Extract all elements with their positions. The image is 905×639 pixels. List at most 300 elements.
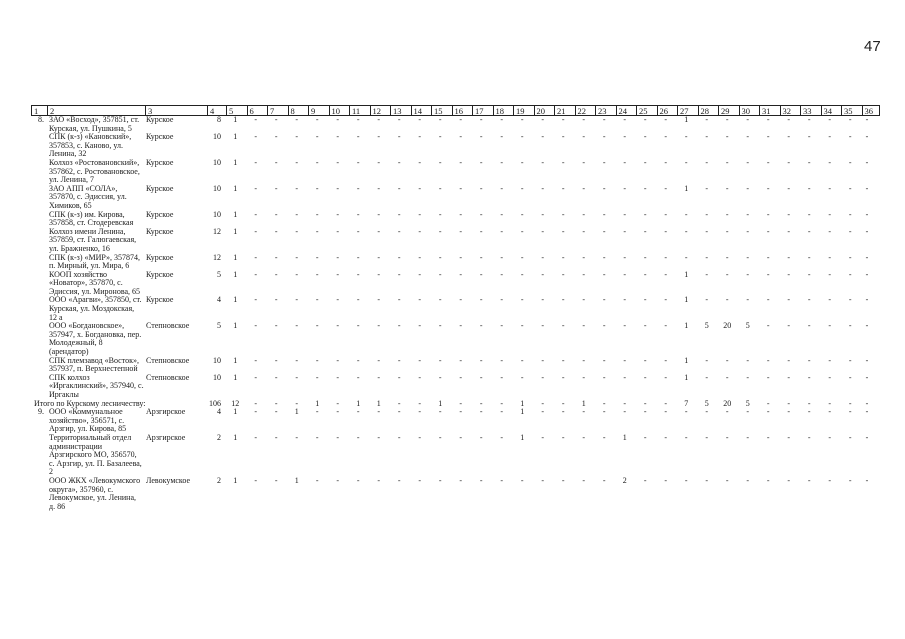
forestry-name: Курское: [146, 270, 174, 279]
organization-name: ООО «Коммунальное хозяйство», 356571, с. Арзгир, ул. Кирова, 85: [49, 408, 127, 434]
value-cell: -: [377, 158, 381, 167]
value-cell: -: [807, 227, 811, 236]
value-cell: -: [561, 158, 565, 167]
header-cell: 10: [329, 106, 350, 115]
table-row: [31, 434, 880, 477]
value-cell: 1: [684, 296, 689, 305]
value-cell: -: [848, 184, 852, 193]
count-cell: 4: [217, 296, 221, 305]
value-cell: -: [500, 270, 504, 279]
value-cell: -: [602, 184, 606, 193]
value-cell: -: [254, 210, 258, 219]
value-cell: -: [746, 408, 750, 417]
value-cell: -: [418, 408, 422, 417]
value-cell: -: [459, 184, 463, 193]
value-cell: -: [500, 356, 504, 365]
value-cell: -: [561, 253, 565, 262]
header-cell: 27: [677, 106, 698, 115]
count-cell: 10: [213, 210, 221, 219]
value-cell: -: [274, 373, 278, 382]
value-cell: -: [664, 116, 668, 124]
count-cell: 10: [213, 373, 221, 382]
value-cell: -: [418, 322, 422, 331]
forestry-name: Курское: [146, 296, 174, 305]
value-cell: -: [479, 296, 483, 305]
value-cell: -: [684, 227, 688, 236]
value-cell: -: [807, 116, 811, 124]
value-cell: -: [356, 253, 360, 262]
value-cell: -: [500, 322, 504, 331]
value-cell: -: [766, 433, 770, 442]
value-cell: -: [315, 322, 319, 331]
value-cell: -: [336, 270, 340, 279]
header-cell: 35: [841, 106, 862, 115]
value-cell: -: [315, 270, 319, 279]
value-cell: 1: [233, 322, 238, 331]
value-cell: -: [418, 433, 422, 442]
value-cell: -: [582, 227, 586, 236]
value-cell: -: [336, 116, 340, 124]
value-cell: -: [377, 133, 381, 142]
value-cell: -: [500, 210, 504, 219]
value-cell: -: [541, 476, 545, 485]
value-cell: -: [520, 184, 524, 193]
value-cell: -: [828, 373, 832, 382]
total-value-cell: 5: [745, 399, 750, 408]
value-cell: -: [459, 476, 463, 485]
forestry-name: Арзгирское: [146, 433, 186, 442]
value-cell: -: [602, 322, 606, 331]
value-cell: -: [438, 133, 442, 142]
organization-name: КООП хозяйство «Новатор», 357870, с. Эдиссия, ул. Миронова, 65: [49, 270, 141, 296]
value-cell: -: [500, 158, 504, 167]
value-cell: -: [438, 296, 442, 305]
value-cell: -: [848, 356, 852, 365]
row-number: [31, 133, 46, 159]
value-cell: -: [356, 210, 360, 219]
value-cell: -: [479, 184, 483, 193]
value-cell: -: [602, 116, 606, 124]
value-cell: -: [664, 476, 668, 485]
value-cell: -: [254, 296, 258, 305]
value-cell: -: [643, 133, 647, 142]
total-value-cell: -: [418, 399, 422, 408]
value-cell: -: [623, 270, 627, 279]
total-value-cell: -: [561, 399, 565, 408]
value-cell: -: [356, 184, 360, 193]
header-cell: 14: [411, 106, 432, 115]
total-value-cell: 1: [520, 399, 525, 408]
value-cell: -: [684, 158, 688, 167]
row-number: [31, 185, 46, 211]
value-cell: -: [254, 227, 258, 236]
value-cell: -: [705, 356, 709, 365]
value-cell: -: [254, 133, 258, 142]
value-cell: -: [705, 227, 709, 236]
value-cell: -: [479, 433, 483, 442]
value-cell: -: [315, 476, 319, 485]
value-cell: -: [582, 133, 586, 142]
value-cell: -: [725, 373, 729, 382]
value-cell: -: [377, 210, 381, 219]
value-cell: -: [520, 227, 524, 236]
value-cell: -: [602, 476, 606, 485]
value-cell: -: [397, 408, 401, 417]
value-cell: -: [479, 356, 483, 365]
value-cell: -: [254, 433, 258, 442]
forestry-name: Курское: [146, 253, 174, 262]
value-cell: -: [520, 253, 524, 262]
value-cell: -: [254, 476, 258, 485]
organization-name: СПК (к-з) «МИР», 357874, п. Мирный, ул. Мира, 6: [49, 253, 141, 271]
value-cell: -: [541, 227, 545, 236]
value-cell: -: [664, 322, 668, 331]
value-cell: -: [602, 296, 606, 305]
value-cell: -: [828, 227, 832, 236]
total-value-cell: -: [664, 399, 668, 408]
value-cell: -: [561, 476, 565, 485]
value-cell: -: [746, 476, 750, 485]
value-cell: -: [582, 296, 586, 305]
value-cell: -: [418, 227, 422, 236]
value-cell: -: [807, 296, 811, 305]
value-cell: -: [848, 408, 852, 417]
value-cell: -: [865, 116, 869, 124]
total-value-cell: -: [295, 399, 299, 408]
value-cell: -: [459, 322, 463, 331]
value-cell: -: [787, 322, 791, 331]
page-number: 47: [864, 38, 881, 55]
value-cell: -: [828, 270, 832, 279]
value-cell: -: [356, 158, 360, 167]
total-value-cell: 1: [581, 399, 586, 408]
value-cell: -: [623, 158, 627, 167]
value-cell: -: [397, 270, 401, 279]
organization-name: ООО «Арагви», 357850, ст. Курская, ул. Моздокская, 12 а: [49, 296, 142, 322]
value-cell: -: [274, 408, 278, 417]
value-cell: -: [582, 253, 586, 262]
forestry-name: Курское: [146, 133, 174, 142]
value-cell: -: [295, 322, 299, 331]
value-cell: -: [295, 270, 299, 279]
header-cell: 6: [247, 106, 268, 115]
organization-name: ЗАО «Восход», 357851, ст. Курская, ул. Пушкина, 5: [49, 116, 140, 133]
value-cell: -: [705, 296, 709, 305]
value-cell: -: [643, 210, 647, 219]
value-cell: 1: [684, 184, 689, 193]
forestry-name: Степновское: [146, 322, 190, 331]
value-cell: -: [377, 322, 381, 331]
value-cell: -: [254, 253, 258, 262]
value-cell: -: [602, 158, 606, 167]
value-cell: -: [315, 133, 319, 142]
header-cell: 7: [267, 106, 288, 115]
value-cell: -: [746, 433, 750, 442]
total-value-cell: -: [479, 399, 483, 408]
value-cell: -: [274, 116, 278, 124]
total-value-cell: -: [274, 399, 278, 408]
value-cell: -: [459, 408, 463, 417]
value-cell: -: [336, 322, 340, 331]
value-cell: -: [520, 476, 524, 485]
value-cell: 1: [684, 322, 689, 331]
count-cell: 8: [217, 116, 221, 124]
value-cell: -: [254, 408, 258, 417]
value-cell: -: [766, 116, 770, 124]
total-count: 106: [209, 399, 221, 408]
table-row: [31, 271, 880, 297]
value-cell: -: [643, 116, 647, 124]
value-cell: 5: [704, 322, 709, 331]
total-value-cell: -: [602, 399, 606, 408]
total-value-cell: -: [643, 399, 647, 408]
value-cell: -: [787, 133, 791, 142]
value-cell: -: [438, 356, 442, 365]
value-cell: -: [705, 133, 709, 142]
value-cell: -: [725, 270, 729, 279]
value-cell: -: [561, 296, 565, 305]
value-cell: -: [274, 476, 278, 485]
total-value-cell: 1: [438, 399, 443, 408]
value-cell: -: [500, 296, 504, 305]
organization-name: ЗАО АПП «СОЛА», 357870, с. Эдиссия, ул. Химиков, 65: [49, 184, 127, 210]
value-cell: -: [623, 210, 627, 219]
value-cell: -: [254, 322, 258, 331]
value-cell: -: [602, 433, 606, 442]
value-cell: -: [746, 210, 750, 219]
header-cell: 22: [575, 106, 596, 115]
value-cell: 1: [233, 296, 238, 305]
total-value-cell: 12: [231, 399, 240, 408]
header-cell: 9: [308, 106, 329, 115]
header-cell: 2: [47, 106, 145, 115]
value-cell: -: [725, 476, 729, 485]
value-cell: -: [787, 433, 791, 442]
value-cell: -: [705, 408, 709, 417]
value-cell: -: [807, 356, 811, 365]
header-cell: 29: [718, 106, 739, 115]
value-cell: -: [520, 158, 524, 167]
value-cell: -: [643, 356, 647, 365]
value-cell: -: [459, 253, 463, 262]
table-row: [31, 374, 880, 400]
value-cell: -: [418, 373, 422, 382]
value-cell: -: [746, 253, 750, 262]
value-cell: -: [865, 158, 869, 167]
value-cell: -: [438, 184, 442, 193]
organization-name: СПК племзавод «Восток», 357937, п. Верхнестепной: [49, 356, 139, 374]
header-cell: 30: [739, 106, 760, 115]
value-cell: -: [541, 253, 545, 262]
value-cell: -: [848, 433, 852, 442]
value-cell: -: [602, 270, 606, 279]
row-number: [31, 159, 46, 185]
value-cell: -: [315, 433, 319, 442]
value-cell: -: [848, 158, 852, 167]
value-cell: -: [766, 210, 770, 219]
value-cell: 1: [622, 433, 627, 442]
header-cell: 8: [288, 106, 309, 115]
value-cell: -: [561, 433, 565, 442]
value-cell: -: [828, 184, 832, 193]
value-cell: -: [561, 210, 565, 219]
header-cell: 4: [207, 106, 226, 115]
value-cell: -: [807, 270, 811, 279]
value-cell: -: [725, 133, 729, 142]
value-cell: 1: [684, 356, 689, 365]
value-cell: -: [500, 227, 504, 236]
value-cell: 1: [684, 270, 689, 279]
value-cell: -: [828, 116, 832, 124]
value-cell: -: [623, 322, 627, 331]
value-cell: 1: [233, 210, 238, 219]
count-cell: 10: [213, 356, 221, 365]
value-cell: -: [541, 433, 545, 442]
value-cell: -: [746, 373, 750, 382]
value-cell: -: [602, 356, 606, 365]
value-cell: -: [295, 184, 299, 193]
value-cell: -: [865, 184, 869, 193]
value-cell: -: [787, 253, 791, 262]
value-cell: -: [459, 158, 463, 167]
value-cell: 1: [684, 373, 689, 382]
value-cell: -: [336, 184, 340, 193]
value-cell: -: [295, 373, 299, 382]
value-cell: -: [356, 356, 360, 365]
value-cell: -: [397, 158, 401, 167]
value-cell: -: [418, 296, 422, 305]
count-cell: 10: [213, 133, 221, 142]
value-cell: -: [315, 158, 319, 167]
value-cell: -: [500, 433, 504, 442]
value-cell: -: [541, 210, 545, 219]
value-cell: -: [705, 476, 709, 485]
value-cell: 1: [294, 476, 299, 485]
forestry-name: Курское: [146, 184, 174, 193]
header-cell: 33: [800, 106, 821, 115]
forestry-name: Степновское: [146, 356, 190, 365]
value-cell: -: [377, 184, 381, 193]
organization-name: СПК (к-з) им. Кирова, 357858, ст. Стодеревская: [49, 210, 134, 228]
value-cell: -: [520, 133, 524, 142]
header-cell: 24: [616, 106, 637, 115]
value-cell: -: [766, 322, 770, 331]
value-cell: -: [397, 184, 401, 193]
value-cell: -: [623, 373, 627, 382]
value-cell: -: [274, 433, 278, 442]
value-cell: -: [295, 158, 299, 167]
value-cell: -: [315, 408, 319, 417]
value-cell: -: [602, 133, 606, 142]
value-cell: -: [295, 296, 299, 305]
value-cell: -: [438, 210, 442, 219]
value-cell: 1: [233, 116, 238, 124]
value-cell: -: [766, 296, 770, 305]
forestry-name: Степновское: [146, 373, 190, 382]
organization-name: СПК колхоз «Иргаклинский», 357940, с. Иргаклы: [49, 373, 144, 399]
value-cell: -: [397, 433, 401, 442]
header-cell: 34: [821, 106, 842, 115]
header-cell: 11: [349, 106, 370, 115]
value-cell: -: [623, 116, 627, 124]
value-cell: -: [705, 158, 709, 167]
value-cell: -: [397, 356, 401, 365]
value-cell: 1: [520, 433, 525, 442]
value-cell: -: [582, 210, 586, 219]
value-cell: -: [315, 356, 319, 365]
value-cell: -: [520, 116, 524, 124]
total-value-cell: -: [848, 399, 852, 408]
header-cell: 26: [657, 106, 678, 115]
value-cell: -: [397, 210, 401, 219]
value-cell: -: [561, 184, 565, 193]
value-cell: -: [705, 270, 709, 279]
value-cell: -: [561, 227, 565, 236]
value-cell: -: [500, 184, 504, 193]
value-cell: -: [848, 373, 852, 382]
value-cell: -: [643, 184, 647, 193]
value-cell: -: [828, 476, 832, 485]
value-cell: -: [807, 133, 811, 142]
row-number: 9.: [38, 408, 44, 417]
value-cell: -: [295, 227, 299, 236]
total-value-cell: -: [397, 399, 401, 408]
value-cell: -: [479, 253, 483, 262]
value-cell: -: [623, 133, 627, 142]
value-cell: -: [274, 158, 278, 167]
value-cell: -: [766, 184, 770, 193]
header-cell: 3: [145, 106, 207, 115]
value-cell: -: [520, 356, 524, 365]
value-cell: -: [582, 184, 586, 193]
value-cell: -: [766, 356, 770, 365]
value-cell: -: [561, 373, 565, 382]
value-cell: -: [684, 210, 688, 219]
value-cell: -: [766, 158, 770, 167]
total-value-cell: -: [541, 399, 545, 408]
value-cell: -: [479, 408, 483, 417]
value-cell: -: [397, 322, 401, 331]
value-cell: -: [828, 253, 832, 262]
value-cell: -: [356, 133, 360, 142]
value-cell: -: [725, 116, 729, 124]
value-cell: -: [500, 116, 504, 124]
value-cell: -: [848, 133, 852, 142]
value-cell: -: [377, 253, 381, 262]
value-cell: -: [459, 356, 463, 365]
value-cell: -: [397, 133, 401, 142]
value-cell: -: [582, 408, 586, 417]
header-cell: 28: [698, 106, 719, 115]
value-cell: -: [541, 184, 545, 193]
value-cell: -: [295, 253, 299, 262]
value-cell: -: [254, 356, 258, 365]
value-cell: -: [397, 296, 401, 305]
value-cell: -: [459, 116, 463, 124]
value-cell: -: [459, 270, 463, 279]
value-cell: -: [705, 373, 709, 382]
forestry-name: Курское: [146, 210, 174, 219]
value-cell: -: [643, 158, 647, 167]
value-cell: -: [787, 116, 791, 124]
value-cell: -: [787, 356, 791, 365]
value-cell: -: [787, 158, 791, 167]
value-cell: -: [356, 408, 360, 417]
value-cell: -: [643, 373, 647, 382]
value-cell: -: [807, 433, 811, 442]
total-value-cell: -: [766, 399, 770, 408]
row-number: [31, 434, 46, 477]
